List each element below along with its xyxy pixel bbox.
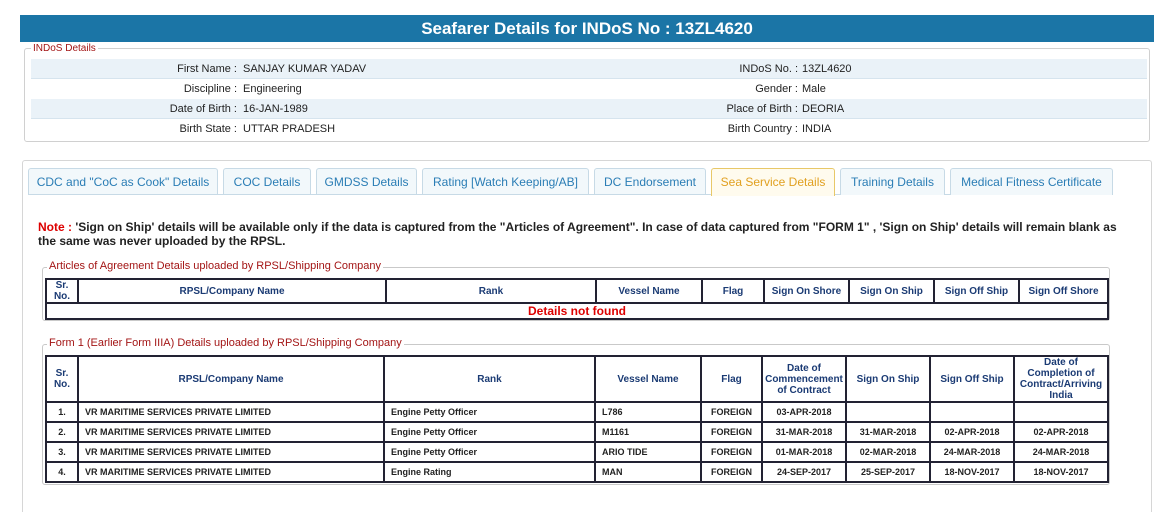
gender-label: Gender : <box>755 83 798 95</box>
page-title: Seafarer Details for INDoS No : 13ZL4620 <box>20 15 1154 42</box>
detail-row <box>31 59 1147 79</box>
cell-sign-off-ship: 02-APR-2018 <box>930 422 1014 442</box>
col-header-date-of-completion: Date of Completion of Contract/Arriving India <box>1014 356 1108 402</box>
col-header-flag: Flag <box>701 356 762 402</box>
cell-date-of-commencement: 03-APR-2018 <box>762 402 846 422</box>
details-not-found-message: Details not found <box>46 303 1108 319</box>
col-header-sr-no: Sr. No. <box>46 279 78 303</box>
cell-sign-on-ship: 25-SEP-2017 <box>846 462 930 482</box>
cell-sign-on-ship <box>846 402 930 422</box>
cell-sr-no: 3. <box>46 442 78 462</box>
cell-flag: FOREIGN <box>701 462 762 482</box>
articles-table <box>45 278 1109 320</box>
form1-section-title: Form 1 (Earlier Form IIIA) Details uploaded by RPSL/Shipping Company <box>49 337 402 349</box>
indos-no-value: 13ZL4620 <box>802 63 852 75</box>
place-of-birth-label: Place of Birth : <box>726 103 798 115</box>
tab-dc-endorsement[interactable]: DC Endorsement <box>594 168 706 195</box>
discipline-label: Discipline : <box>183 83 237 95</box>
col-header-vessel-name: Vessel Name <box>596 279 702 303</box>
cell-flag: FOREIGN <box>701 402 762 422</box>
cell-sign-on-ship: 02-MAR-2018 <box>846 442 930 462</box>
birth-state-label: Birth State : <box>179 123 237 135</box>
cell-date-of-completion: 18-NOV-2017 <box>1014 462 1108 482</box>
indos-details-section <box>24 43 1150 142</box>
col-header-date-of-commencement: Date of Commencement of Contract <box>762 356 846 402</box>
tab-cdc-details[interactable]: CDC and "CoC as Cook" Details <box>28 168 218 195</box>
tab-coc-details[interactable]: COC Details <box>223 168 311 195</box>
col-header-sign-off-ship: Sign Off Ship <box>934 279 1019 303</box>
table-header-row <box>46 356 1108 402</box>
tab-gmdss-details[interactable]: GMDSS Details <box>316 168 417 195</box>
birth-country-value: INDIA <box>802 123 832 135</box>
table-row <box>46 422 1108 442</box>
cell-vessel-name: L786 <box>595 402 701 422</box>
cell-rank: Engine Petty Officer <box>384 422 595 442</box>
dob-label: Date of Birth : <box>169 103 237 115</box>
tab-rating-watch-keeping[interactable]: Rating [Watch Keeping/AB] <box>422 168 589 195</box>
col-header-rank: Rank <box>386 279 596 303</box>
cell-sr-no: 1. <box>46 402 78 422</box>
cell-sign-off-ship: 18-NOV-2017 <box>930 462 1014 482</box>
table-header-row <box>46 279 1108 303</box>
tab-sea-service-details[interactable]: Sea Service Details <box>711 168 835 196</box>
cell-sign-off-ship: 24-MAR-2018 <box>930 442 1014 462</box>
cell-sign-on-ship: 31-MAR-2018 <box>846 422 930 442</box>
birth-country-label: Birth Country : <box>727 123 798 135</box>
col-header-sign-off-shore: Sign Off Shore <box>1019 279 1108 303</box>
cell-flag: FOREIGN <box>701 442 762 462</box>
col-header-sign-on-shore: Sign On Shore <box>764 279 849 303</box>
birth-state-value: UTTAR PRADESH <box>243 123 336 135</box>
cell-vessel-name: M1161 <box>595 422 701 442</box>
col-header-company-name: RPSL/Company Name <box>78 279 386 303</box>
col-header-rank: Rank <box>384 356 595 402</box>
cell-sr-no: 4. <box>46 462 78 482</box>
cell-sr-no: 2. <box>46 422 78 442</box>
indos-section-title: INDoS Details <box>33 43 96 54</box>
col-header-sign-on-ship: Sign On Ship <box>846 356 930 402</box>
cell-rank: Engine Petty Officer <box>384 402 595 422</box>
cell-vessel-name: ARIO TIDE <box>595 442 701 462</box>
cell-company-name: VR MARITIME SERVICES PRIVATE LIMITED <box>78 422 384 442</box>
table-row <box>46 303 1108 319</box>
detail-row <box>31 99 1147 119</box>
dob-value: 16-JAN-1989 <box>243 103 308 115</box>
cell-date-of-completion <box>1014 402 1108 422</box>
cell-rank: Engine Rating <box>384 462 595 482</box>
place-of-birth-value: DEORIA <box>802 103 845 115</box>
cell-vessel-name: MAN <box>595 462 701 482</box>
detail-row <box>31 119 1147 139</box>
col-header-sign-off-ship: Sign Off Ship <box>930 356 1014 402</box>
cell-sign-off-ship <box>930 402 1014 422</box>
sign-on-ship-note <box>38 220 1118 248</box>
cell-rank: Engine Petty Officer <box>384 442 595 462</box>
detail-row <box>31 79 1147 99</box>
articles-section-title: Articles of Agreement Details uploaded by RPSL/Shipping Company <box>49 260 382 272</box>
col-header-sr-no: Sr. No. <box>46 356 78 402</box>
cell-company-name: VR MARITIME SERVICES PRIVATE LIMITED <box>78 462 384 482</box>
cell-date-of-completion: 24-MAR-2018 <box>1014 442 1108 462</box>
tab-training-details[interactable]: Training Details <box>840 168 945 195</box>
table-row <box>46 442 1108 462</box>
table-row <box>46 402 1108 422</box>
col-header-company-name: RPSL/Company Name <box>78 356 384 402</box>
cell-date-of-commencement: 24-SEP-2017 <box>762 462 846 482</box>
cell-date-of-commencement: 01-MAR-2018 <box>762 442 846 462</box>
note-text: 'Sign on Ship' details will be available only if the data is captured from the "Articles of Agreement". In case of data captured from "FORM 1" , 'Sign on Ship' details will remain blank as the same was never uploaded by the RPSL. <box>38 220 1117 248</box>
col-header-vessel-name: Vessel Name <box>595 356 701 402</box>
note-prefix: Note : <box>38 220 76 234</box>
gender-value: Male <box>802 83 826 95</box>
table-row <box>46 462 1108 482</box>
first-name-value: SANJAY KUMAR YADAV <box>243 63 367 75</box>
cell-company-name: VR MARITIME SERVICES PRIVATE LIMITED <box>78 402 384 422</box>
cell-flag: FOREIGN <box>701 422 762 442</box>
first-name-label: First Name : <box>177 63 237 75</box>
col-header-flag: Flag <box>702 279 764 303</box>
discipline-value: Engineering <box>243 83 302 95</box>
cell-date-of-completion: 02-APR-2018 <box>1014 422 1108 442</box>
tab-medical-fitness-certificate[interactable]: Medical Fitness Certificate <box>950 168 1113 195</box>
indos-no-label: INDoS No. : <box>739 63 798 75</box>
cell-date-of-commencement: 31-MAR-2018 <box>762 422 846 442</box>
col-header-sign-on-ship: Sign On Ship <box>849 279 934 303</box>
form1-table <box>45 355 1109 483</box>
cell-company-name: VR MARITIME SERVICES PRIVATE LIMITED <box>78 442 384 462</box>
